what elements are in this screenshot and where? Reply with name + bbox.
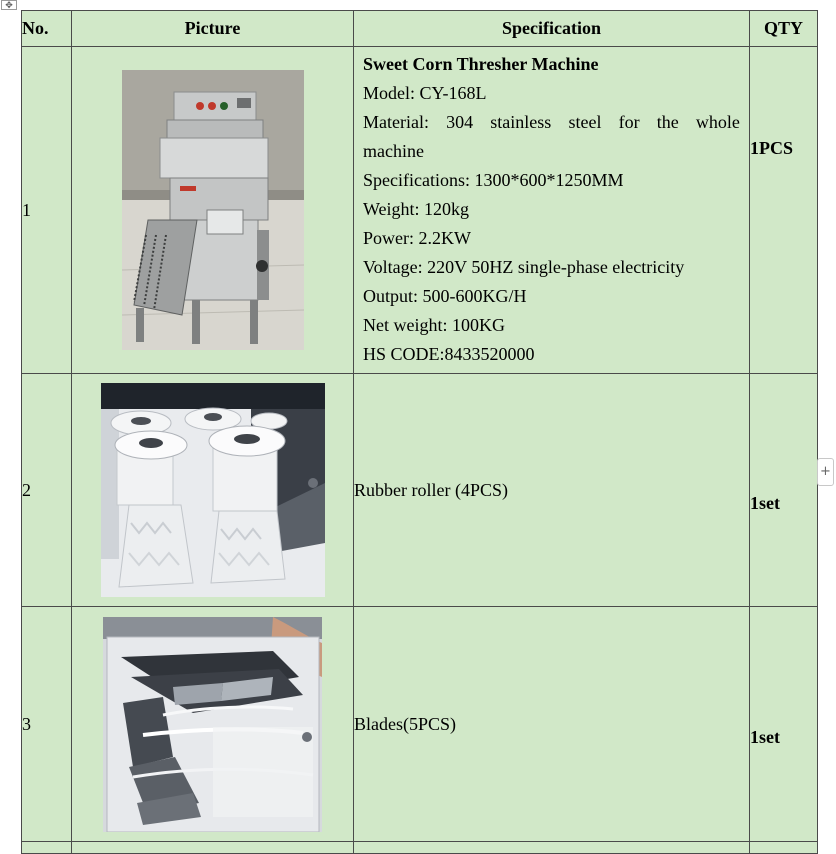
row-number: [22, 842, 72, 854]
row-number: 3: [22, 607, 72, 842]
spec-material-word: for: [618, 112, 640, 132]
spec-weight: Weight: 120kg: [363, 199, 470, 219]
specification-table: [21, 10, 818, 854]
spec-net-weight: Net weight: 100KG: [363, 315, 505, 335]
spec-material-word: 304: [446, 112, 474, 132]
row-number: 2: [22, 374, 72, 607]
header-row: [22, 11, 818, 47]
header-specification: Specification: [354, 11, 750, 47]
spec-material-word: steel: [568, 112, 602, 132]
corn-thresher-machine-photo: [122, 70, 304, 350]
row-number: 1: [22, 47, 72, 374]
spec-specifications: Specifications: 1300*600*1250MM: [363, 170, 624, 190]
table-move-handle[interactable]: [1, 0, 17, 10]
move-arrows-icon: ✥: [5, 0, 13, 10]
table-row: [22, 47, 818, 374]
rubber-rollers-photo: [101, 383, 325, 597]
spec-material-word: the: [656, 112, 679, 132]
qty-cell: 1set: [750, 607, 818, 842]
spec-material-word: stainless: [490, 112, 552, 132]
header-qty: QTY: [750, 11, 818, 47]
header-picture: Picture: [72, 11, 354, 47]
blades-photo: [103, 617, 322, 832]
spec-material-continued: machine: [363, 141, 424, 161]
picture-cell: [72, 607, 354, 842]
spec-power: Power: 2.2KW: [363, 228, 471, 248]
qty-cell: 1PCS: [750, 47, 818, 374]
qty-cell: 1set: [750, 374, 818, 607]
spec-hs-code: HS CODE:8433520000: [363, 344, 535, 364]
spec-material-word: whole: [695, 112, 740, 132]
specification-cell: Rubber roller (4PCS): [354, 374, 750, 607]
table-row: [22, 607, 818, 842]
picture-cell: [72, 47, 354, 374]
add-row-button[interactable]: +: [817, 458, 834, 486]
picture-cell: [72, 842, 354, 854]
table-row: [22, 842, 818, 854]
picture-cell: [72, 374, 354, 607]
qty-cell: [750, 842, 818, 854]
specification-cell: Blades(5PCS): [354, 607, 750, 842]
spec-material-word: Material:: [363, 112, 429, 132]
specification-cell: [354, 842, 750, 854]
spec-material: [363, 108, 740, 137]
specification-cell: [354, 47, 750, 374]
spec-title: Sweet Corn Thresher Machine: [363, 54, 599, 74]
header-no: No.: [22, 11, 72, 47]
spec-output: Output: 500-600KG/H: [363, 286, 527, 306]
spec-voltage: Voltage: 220V 50HZ single-phase electricity: [363, 257, 685, 277]
spec-model: Model: CY-168L: [363, 83, 487, 103]
table-row: [22, 374, 818, 607]
